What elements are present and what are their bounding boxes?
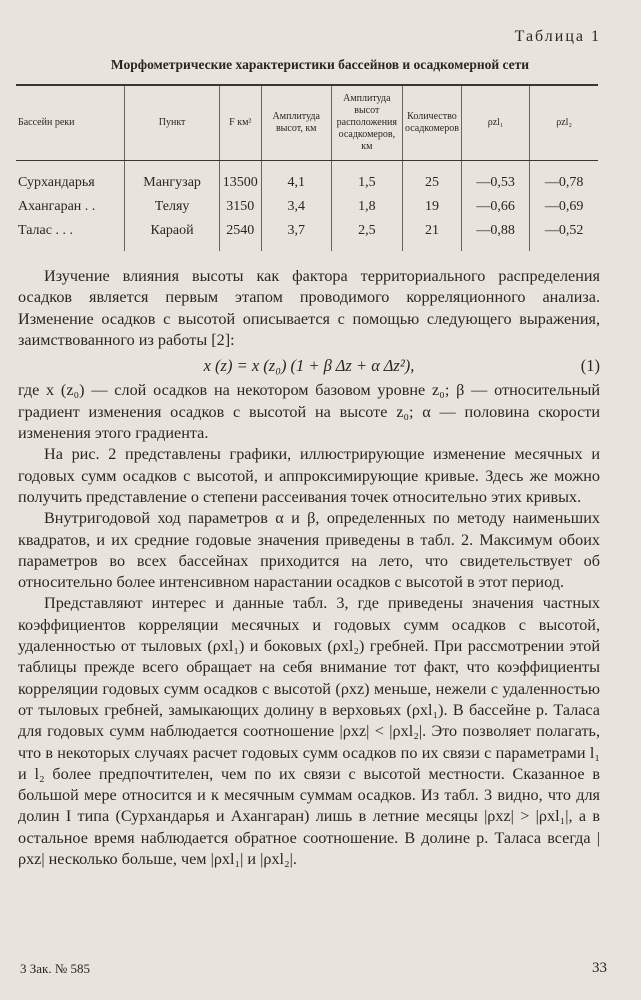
cell-gauge-amplitude: 1,5 [331, 161, 402, 196]
page-number: 33 [592, 960, 607, 976]
header-basin: Бассейн реки [16, 85, 125, 161]
cell-area: 13500 [219, 161, 261, 196]
cell-area: 2540 [219, 219, 261, 251]
footer-signature: 3 Зак. № 585 [20, 961, 91, 976]
cell-station: Мангузар [125, 161, 219, 196]
morphometric-table [16, 84, 598, 251]
cell-rho-zl2: —0,78 [530, 161, 598, 196]
cell-gauge-amplitude: 1,8 [331, 195, 402, 219]
cell-station: Караой [125, 219, 219, 251]
cell-rho-zl2: —0,52 [530, 219, 598, 251]
table-row [16, 195, 598, 219]
cell-basin: Талас . . . [18, 223, 73, 238]
body-text [18, 266, 600, 870]
cell-height-amplitude: 3,4 [261, 195, 331, 219]
cell-basin: Ахангаран . . [18, 199, 96, 214]
header-height-amplitude: Амплитуда высот, км [261, 85, 331, 161]
paragraph-figure-2: На рис. 2 представлены графики, иллюстрирующие изменение месячных и годовых сумм осадков с высотой, и аппроксимирующие кривые. Здесь же можно получить представление о степени рассеивания точек относительно этих кривых. [18, 445, 600, 506]
cell-rho-zl1: —0,66 [461, 195, 529, 219]
formula-expression: x (z) = x (z₀) (1 + β Δz + α Δz²), [203, 356, 415, 376]
table-title: Морфометрические характеристики бассейнов и осадкомерной сети [110, 57, 530, 72]
header-area: F км² [219, 85, 261, 161]
header-gauge-amplitude: Амплитуда высот расположения осадкомеров, км [331, 85, 402, 161]
header-gauge-count: Количество осадкомеров [402, 85, 461, 161]
cell-rho-zl1: —0,53 [461, 161, 529, 196]
cell-basin: Сурхандарья [18, 175, 95, 190]
formula-number: (1) [580, 356, 600, 376]
cell-rho-zl2: —0,69 [530, 195, 598, 219]
paragraph-definitions: где x (z₀) — слой осадков на некотором базовом уровне z₀; β — относительный градиент изменения осадков с высотой на высоте z₀; α — половина скорости изменения этого градиента. [18, 381, 600, 443]
table-header-row [16, 85, 598, 161]
formula-1 [18, 355, 600, 376]
header-station: Пункт [125, 85, 219, 161]
cell-height-amplitude: 3,7 [261, 219, 331, 251]
header-rho-zl2: ρzl₂ [530, 85, 598, 161]
table-label: Таблица 1 [514, 28, 601, 45]
cell-area: 3150 [219, 195, 261, 219]
cell-gauge-count: 19 [402, 195, 461, 219]
paragraph-parameters: Внутригодовой ход параметров α и β, определенных по методу наименьших квадратов, и их средние годовые значения приведены в табл. 2. Максимум обоих параметров во всех бассейнах приходится на лето, что свидетельствует об относительно более интенсивном нарастании осадков с высотой в этот период. [18, 509, 600, 592]
cell-station: Теляу [125, 195, 219, 219]
cell-gauge-count: 21 [402, 219, 461, 251]
cell-gauge-count: 25 [402, 161, 461, 196]
cell-gauge-amplitude: 2,5 [331, 219, 402, 251]
paragraph-correlation: Представляют интерес и данные табл. 3, где приведены значения частных коэффициентов корреляции месячных и годовых сумм осадков с высотой, удаленностью от тыловых (ρxl₁) и боковых (ρxl₂) гребней. При рассмотрении этой таблицы прежде всего обращает на себя внимание тот факт, что коэффициенты корреляции годовых сумм осадков с высотой (ρxz) меньше, нежели с удаленностью от тыловых гребней, замыкающих долину в верховьях (ρxl₁). В бассейне р. Таласа для годовых сумм наблюдается соотношение |ρxz| < |ρxl₂|. Это позволяет полагать, что в некоторых случаях расчет годовых сумм осадков по их связи с параметрами l₁ и l₂ более предпочтителен, чем по их связи с высотой местности. Сказанное в большой мере относится и к месячным суммам осадков. Из табл. 3 видно, что для долин I типа (Сурхандарья и Ахангаран) лишь в летние месяцы |ρxz| > |ρxl₁|, а в остальное время наблюдается обратное соотношение. В долине р. Таласа всегда |ρxz| несколько больше, чем |ρxl₁| и |ρxl₂|. [18, 594, 600, 869]
cell-height-amplitude: 4,1 [261, 161, 331, 196]
cell-rho-zl1: —0,88 [461, 219, 529, 251]
header-rho-zl1: ρzl₁ [461, 85, 529, 161]
table-row [16, 161, 598, 196]
table-row [16, 219, 598, 251]
paragraph-intro: Изучение влияния высоты как фактора территориального распределения осадков является первым этапом проводимого корреляционного анализа. Изменение осадков с высотой описывается с помощью следующего выражения, заимствованного из работы [2]: [18, 267, 600, 349]
